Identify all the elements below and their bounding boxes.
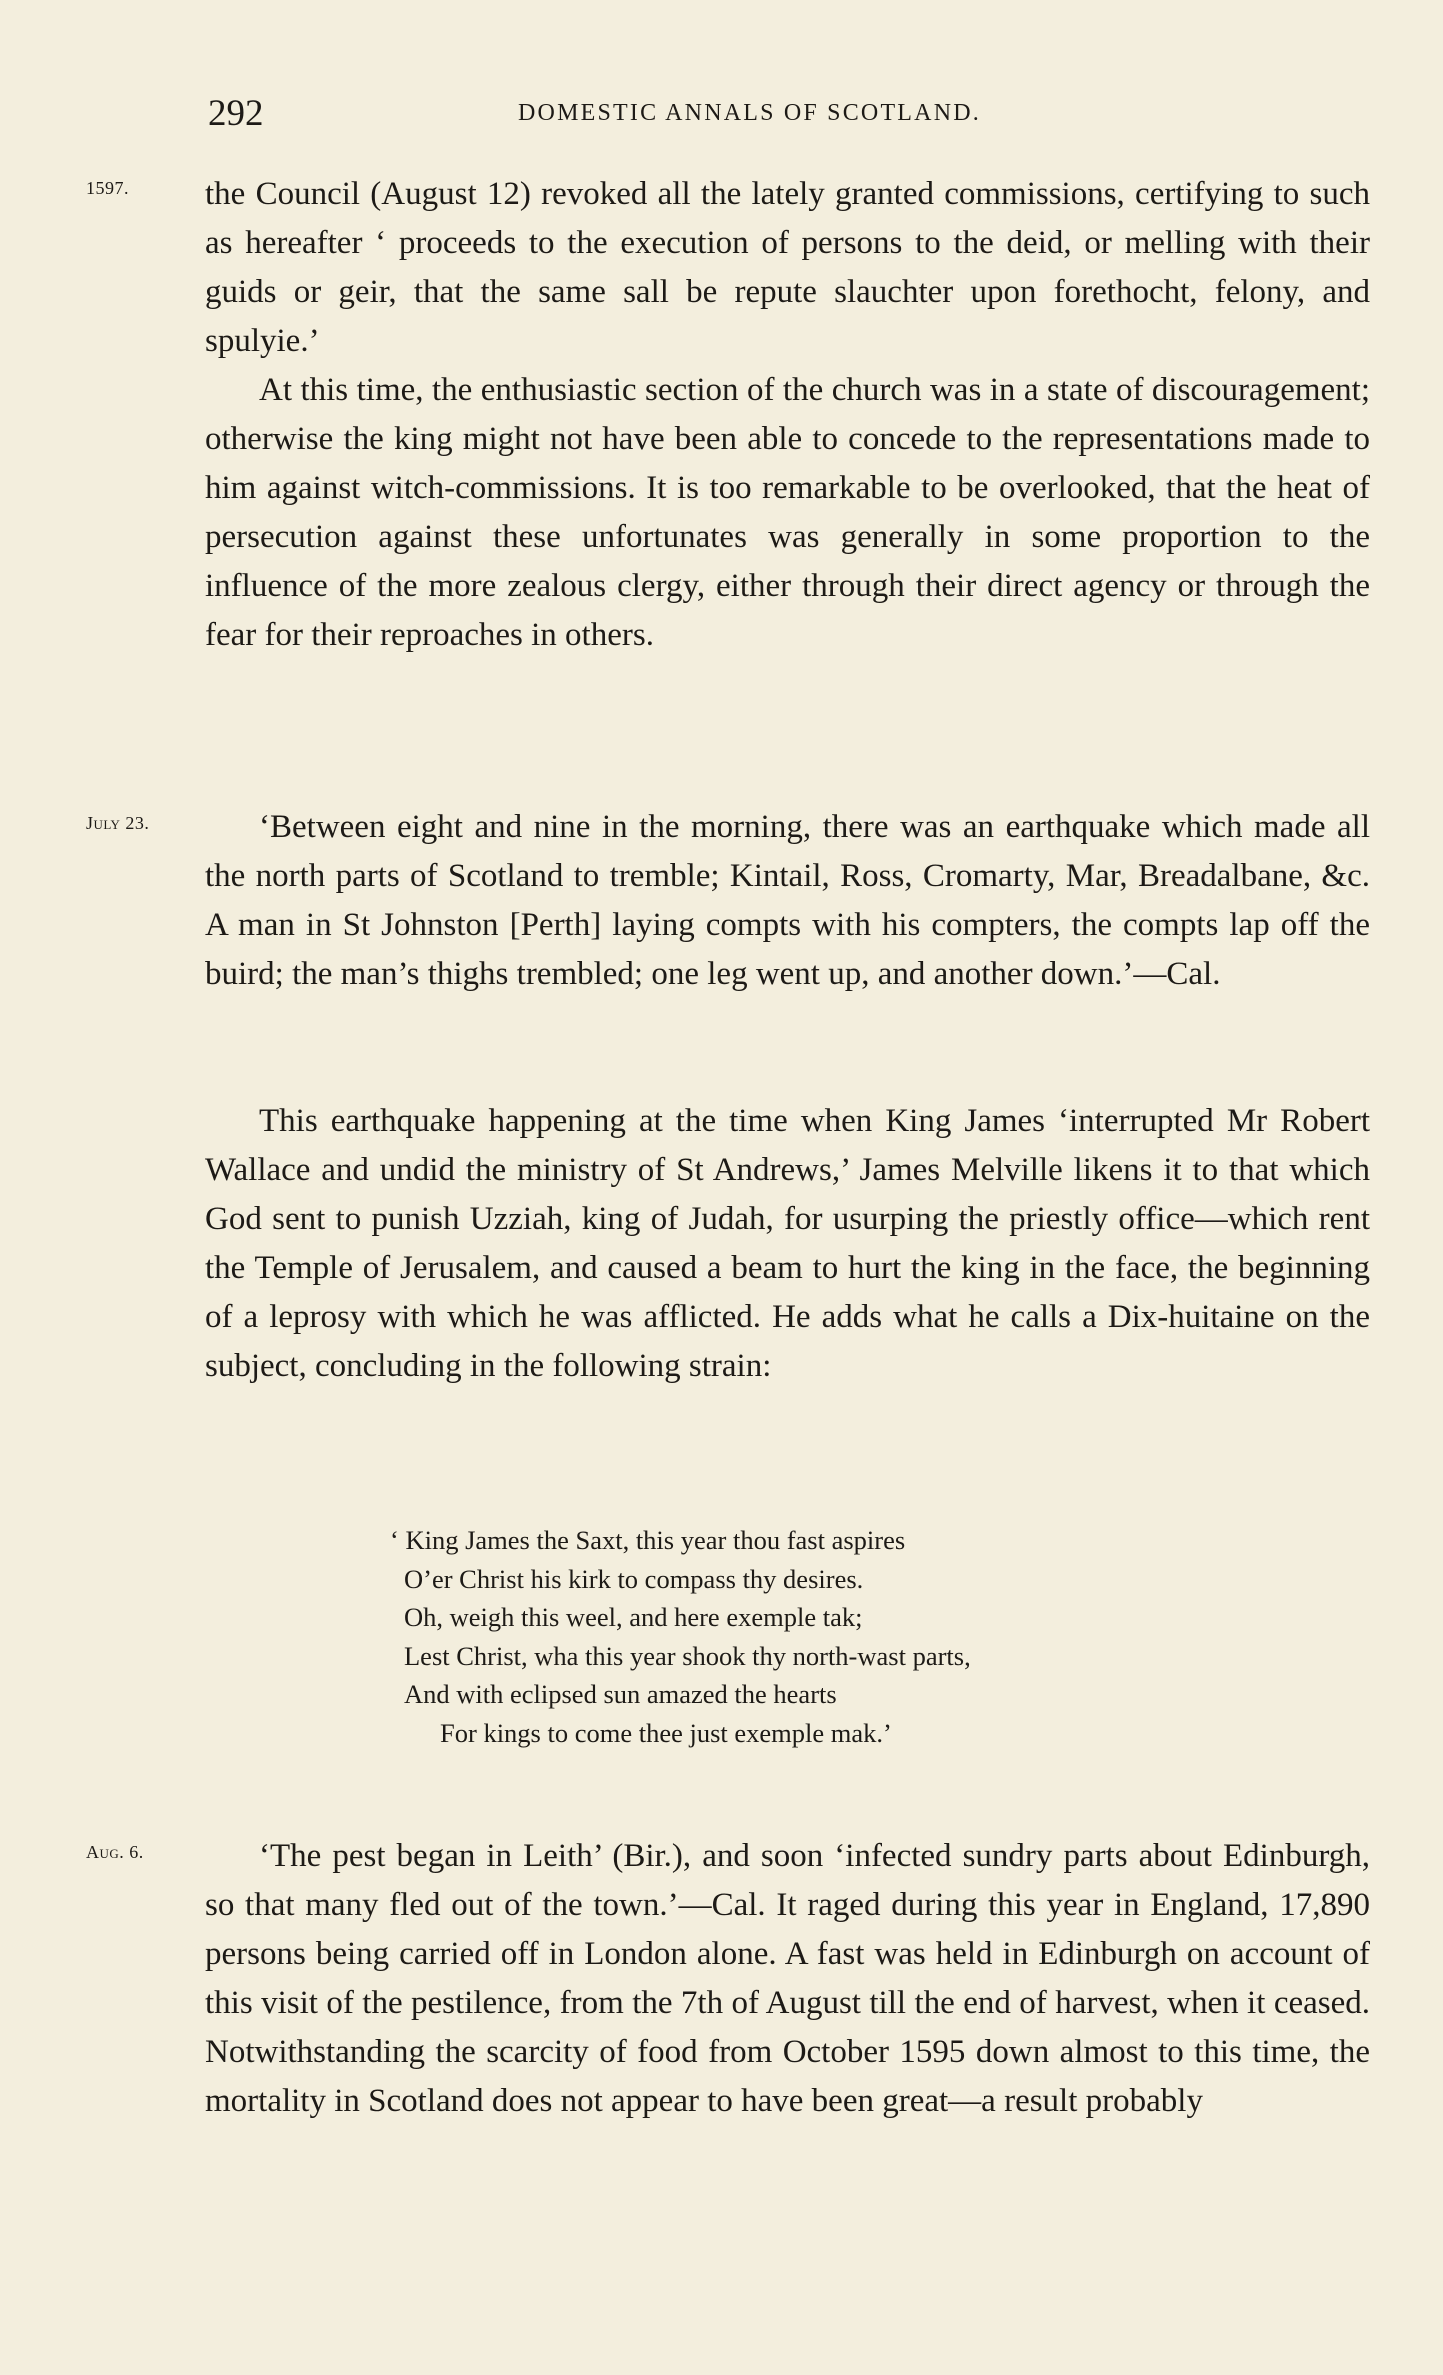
poem-line: Oh, weigh this weel, and here exemple tak; [404,1602,863,1632]
poem-line: O’er Christ his kirk to compass thy desires. [404,1563,864,1594]
poem-line: Lest Christ, wha this year shook thy north-wast parts, [404,1640,971,1671]
paragraph: This earthquake happening at the time when King James ‘interrupted Mr Robert Wallace and undid the ministry of St Andrews,’ James Melville likens it to that which God sent to punish Uzziah, king of Judah, for usurping the priestly office—which rent the Temple of Jerusalem, and caused a beam to hurt the king in the face, the beginning of a leprosy with which he was afflicted. He adds what he calls a Dix-huitaine on the subject, concluding in the following strain: [205,1103,1370,1384]
poem-line: For kings to come thee just exemple mak.’ [440,1717,892,1748]
poem-line: And with eclipsed sun amazed the hearts [404,1679,837,1709]
margin-date: July 23. [86,813,150,833]
poem-line: ‘ King James the Saxt, this year thou fast aspires [390,1525,906,1555]
paragraph: ‘The pest began in Leith’ (Bir.), and soon ‘infected sundry parts about Edinburgh, so that many fled out of the town.’—Cal. It raged during this year in England, 17,890 persons being carried off in London alone. A fast was held in Edinburgh on account of this visit of the pestilence, from the 7th of August till the end of harvest, when it ceased. Notwithstanding the scarcity of food from October 1595 down almost to this time, the mortality in Scotland does not appear to have been great—a result probably [205,1838,1370,2119]
running-title: DOMESTIC ANNALS OF SCOTLAND. [518,100,981,126]
page-number: 292 [208,93,264,134]
paragraph: ‘Between eight and nine in the morning, there was an earthquake which made all the north parts of Scotland to tremble; Kintail, Ross, Cromarty, Mar, Breadalbane, &c. A man in St Johnston [Perth] laying compts with his compters, the compts lap off the buird; the man’s thighs trembled; one leg went up, and another down.’—Cal. [205,809,1370,992]
poem [390,1521,1270,1752]
paragraph: the Council (August 12) revoked all the lately granted commissions, certifying to such as hereafter ‘ proceeds to the execution of persons to the deid, or melling with their guids or geir, that the same sall be repute slauchter upon forethocht, felony, and spulyie.’ [205,176,1370,359]
paragraph: At this time, the enthusiastic section of the church was in a state of discouragement; otherwise the king might not have been able to concede to the representations made to him against witch-commissions. It is too remarkable to be overlooked, that the heat of persecution against these unfortunates was generally in some proportion to the influence of the more zealous clergy, either through their direct agency or through the fear for their reproaches in others. [205,372,1370,653]
margin-date: Aug. 6. [86,1842,144,1862]
page-header [208,92,1348,132]
margin-date: 1597. [86,178,129,198]
